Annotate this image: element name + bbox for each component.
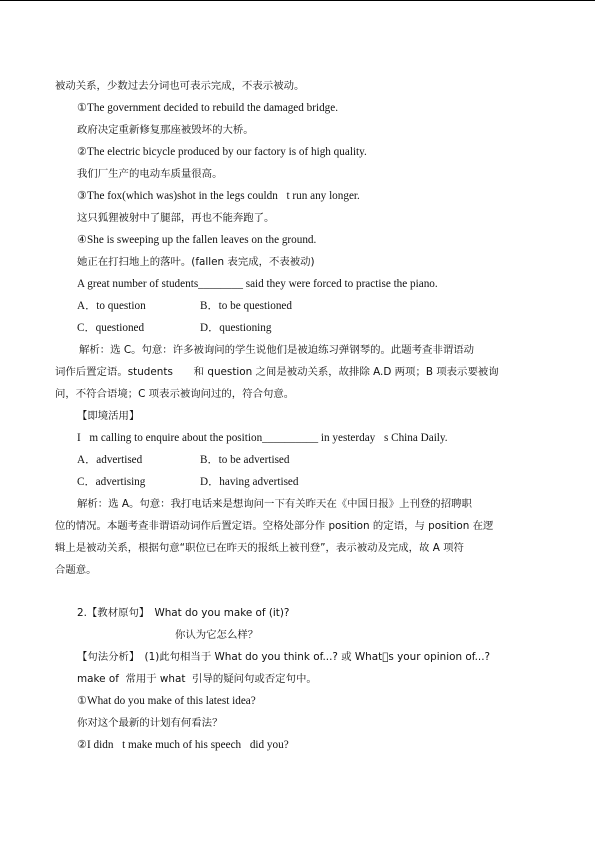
question-2-option-b: B．to be advertised [200, 454, 290, 466]
question-2-option-a: A．advertised [77, 454, 143, 466]
example-sentence-4: ④She is sweeping up the fallen leaves on the ground. [77, 234, 317, 246]
example-translation-5: 你对这个最新的计划有何看法？ [77, 717, 223, 729]
example-sentence-2: ②The electric bicycle produced by our factory is of high quality. [77, 146, 367, 158]
question-2-stem: I m calling to enquire about the position__________ in yesterday s China Daily. [77, 432, 448, 444]
question-2-analysis-line-2: 位的情况。本题考查非谓语动词作后置定语。空格处部分作 position 的定语，与 position 在逻 [55, 520, 494, 532]
question-2-analysis-line-4: 合题意。 [55, 564, 97, 576]
question-1-analysis-line-3: 问，不符合语境；C 项表示被询问过的，符合句意。 [55, 388, 295, 400]
example-translation-4: 她正在打扫地上的落叶。(fallen 表完成，不表被动) [77, 256, 315, 268]
section-heading-practice: 【即境活用】 [77, 410, 140, 422]
question-1-option-c: C．questioned [77, 322, 145, 334]
example-translation-3: 这只狐狸被射中了腿部，再也不能奔跑了。 [77, 212, 275, 224]
question-2-option-d: D．having advertised [200, 476, 299, 488]
textbook-sentence-heading: 2.【教材原句】 What do you make of (it)? [77, 607, 290, 619]
example-sentence-5: ①What do you make of this latest idea? [77, 695, 256, 707]
example-translation-1: 政府决定重新修复那座被毁坏的大桥。 [77, 124, 254, 136]
question-1-stem: A great number of students________ said they were forced to practise the piano. [77, 278, 438, 290]
question-2-analysis-line-1: 解析：选 A。句意：我打电话来是想询问一下有关昨天在《中国日报》上刊登的招聘职 [77, 498, 472, 510]
question-1-analysis-line-1: 解析：选 C。句意：许多被询问的学生说他们是被迫练习弹钢琴的。此题考查非谓语动 [79, 344, 475, 356]
question-1-option-b: B．to be questioned [200, 300, 292, 312]
textbook-sentence-translation: 你认为它怎么样？ [175, 629, 259, 641]
top-rule [0, 0, 595, 1]
example-translation-2: 我们厂生产的电动车质量很高。 [77, 168, 223, 180]
question-1-option-a: A．to question [77, 300, 146, 312]
question-2-option-c: C．advertising [77, 476, 146, 488]
syntax-analysis-heading: 【句法分析】 (1)此句相当于 What do you think of...? 或 What s your opinion of...? [77, 651, 491, 663]
example-sentence-3: ③The fox(which was)shot in the legs couldn t run any longer. [77, 190, 360, 202]
question-2-analysis-line-3: 辑上是被动关系，根据句意“职位已在昨天的报纸上被刊登”，表示被动及完成，故 A 项符 [55, 542, 464, 554]
question-1-analysis-line-2: 词作后置定语。students 和 question 之间是被动关系，故排除 A.D 两项；B 项表示要被询 [55, 366, 499, 378]
question-1-option-d: D．questioning [200, 322, 272, 334]
example-sentence-6: ②I didn t make much of his speech，did you? [77, 739, 289, 751]
text-line-1: 被动关系，少数过去分词也可表示完成，不表示被动。 [55, 80, 305, 92]
syntax-analysis-note: make of 常用于 what 引导的疑问句或否定句中。 [77, 673, 317, 685]
example-sentence-1: ①The government decided to rebuild the damaged bridge. [77, 102, 339, 114]
